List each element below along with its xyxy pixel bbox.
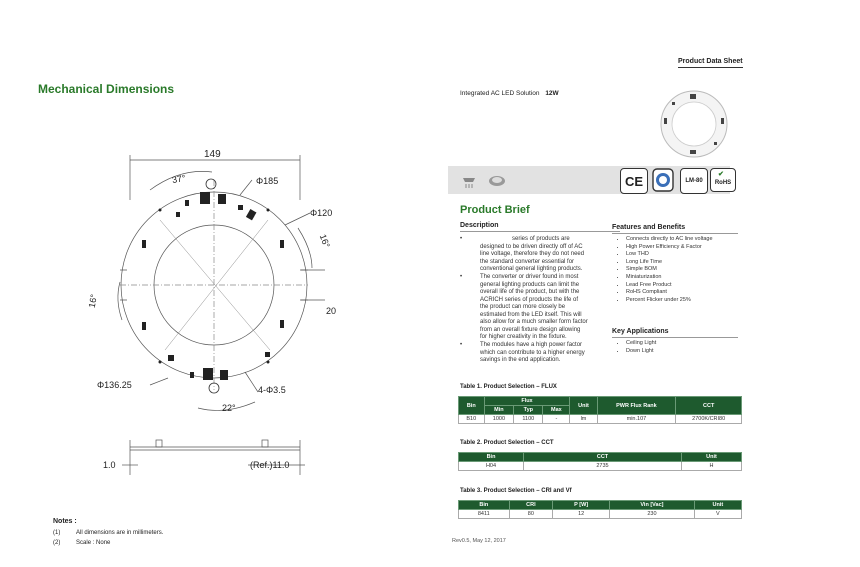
t1-cell: min.107 (597, 415, 676, 424)
table3-title: Table 3. Product Selection – CRI and Vf (460, 488, 572, 494)
features-title: Features and Benefits (612, 224, 686, 231)
dim-hole: 4-Φ3.5 (258, 385, 286, 395)
t3-cell: 12 (553, 510, 610, 519)
feature-item: • Lead Free Product (626, 282, 756, 290)
t1-h-max: Max (543, 406, 570, 415)
table1-title: Table 1. Product Selection – FLUX (460, 384, 557, 390)
right-page (430, 0, 860, 567)
dim-angle-37: 37° (171, 172, 187, 186)
dim-20: 20 (326, 306, 337, 316)
t1-h-typ: Typ (514, 406, 543, 415)
mechanical-dimensions-title: Mechanical Dimensions (38, 82, 175, 96)
dim-angle-22: 22° (222, 403, 236, 413)
ce-badge: CE (620, 168, 648, 194)
application-item: • Ceiling Light (626, 340, 756, 348)
t1-h-flux: Flux (484, 397, 570, 406)
applications-title: Key Applications (612, 328, 669, 335)
t2-h-unit: Unit (682, 453, 742, 462)
product-subtitle (460, 90, 559, 97)
t3-cell: 80 (509, 510, 553, 519)
note-1 (53, 530, 163, 536)
cri-vf-table (458, 500, 742, 519)
dim-angle-16-left: 16° (86, 293, 99, 309)
dim-d120: Φ120 (310, 208, 333, 218)
data-sheet-header: Product Data Sheet (678, 58, 743, 68)
table-row (459, 510, 742, 519)
feature-item: • Percent Flicker under 25% (626, 297, 756, 305)
desc-bullet-1: • (460, 236, 463, 242)
dim-thickness: 1.0 (103, 460, 116, 470)
table-row (459, 462, 742, 471)
desc-3: The modules have a high power factor which can contribute to a higher energy savings in the end application. (480, 342, 585, 363)
note-2-text: Scale : None (76, 540, 111, 546)
feature-item: • Long Life Time (626, 259, 756, 267)
rohs-check-icon: ✔ (718, 171, 724, 178)
t2-cell: 2735 (524, 462, 682, 471)
t2-h-bin: Bin (459, 453, 524, 462)
description-title: Description (460, 222, 499, 229)
flux-table (458, 396, 742, 424)
t3-h-unit: Unit (694, 501, 741, 510)
t1-cell: - (543, 415, 570, 424)
t2-h-cct: CCT (524, 453, 682, 462)
ceiling-light-icon (486, 170, 508, 190)
features-rule (612, 233, 738, 234)
note-2-num: (2) (53, 540, 61, 546)
dim-d185: Φ185 (256, 176, 279, 186)
subtitle-text: Integrated AC LED Solution (460, 90, 540, 97)
t3-h-vin: Vin [Vac] (610, 501, 695, 510)
t1-h-min: Min (484, 406, 514, 415)
rohs-label: RoHS (714, 180, 732, 186)
dim-width: 149 (204, 149, 221, 160)
t2-cell: H (682, 462, 742, 471)
t1-cell: B10 (459, 415, 485, 424)
dim-d136: Φ136.25 (97, 380, 132, 390)
downlight-icon (458, 170, 480, 190)
dim-height-ref: (Ref.)11.0 (250, 460, 290, 470)
notes-title: Notes : (53, 518, 77, 525)
t3-h-p: P [W] (553, 501, 610, 510)
feature-item: • High Power Efficiency & Factor (626, 244, 756, 252)
application-item: • Down Light (626, 348, 756, 356)
desc-2: The converter or driver found in most general lighting products can limit the overall life of the product, but with the ACRICH series of products the life of the product can more closely be estimated from the LED itself. This will also allow for a much smaller form factor from an overall fixture design allowing for higher creativity in the fixture. (480, 274, 588, 340)
t3-cell: 230 (610, 510, 695, 519)
table-row (459, 415, 742, 424)
desc-bullet-3: • (460, 342, 463, 348)
feature-item: • Miniaturization (626, 274, 756, 282)
note-2 (53, 540, 110, 546)
lm80-badge: LM-80 (680, 168, 708, 194)
t2-cell: H04 (459, 462, 524, 471)
t1-h-unit: Unit (570, 397, 597, 415)
note-1-num: (1) (53, 530, 61, 536)
desc-1: series of products are designed to be driven directly off of AC line voltage, therefore they do not need the standard converter essential for conventional general lighting products. (480, 236, 585, 272)
feature-item: • Connects directly to AC line voltage (626, 236, 756, 244)
desc-bullet-2: • (460, 274, 463, 280)
product-image (658, 88, 730, 160)
note-1-text: All dimensions are in millimeters. (76, 530, 164, 536)
t1-cell: 1000 (484, 415, 514, 424)
t1-h-pwr: PWR Flux Rank (597, 397, 676, 415)
revision-footer: Rev0.5, May 12, 2017 (452, 538, 506, 544)
dim-angle-16-right: 16° (317, 232, 332, 250)
t3-h-bin: Bin (459, 501, 510, 510)
t1-cell: lm (570, 415, 597, 424)
t1-h-cct: CCT (676, 397, 742, 415)
t1-cell: 1100 (514, 415, 543, 424)
features-list (616, 236, 756, 304)
feature-item: • RoHS Compliant (626, 289, 756, 297)
table2-title: Table 2. Product Selection – CCT (460, 440, 554, 446)
product-brief-title: Product Brief (460, 204, 530, 216)
t3-h-cri: CRI (509, 501, 553, 510)
t1-cell: 2700K/CRI80 (676, 415, 742, 424)
cct-table (458, 452, 742, 471)
safety-cert-icon (652, 168, 674, 192)
t3-cell: 8411 (459, 510, 510, 519)
description-rule (460, 222, 620, 232)
feature-item: • Simple BOM (626, 266, 756, 274)
wattage: 12W (545, 90, 559, 97)
t1-h-bin: Bin (459, 397, 485, 415)
feature-item: • Low THD (626, 251, 756, 259)
applications-list (616, 340, 756, 355)
applications-rule (612, 337, 738, 338)
t3-cell: V (694, 510, 741, 519)
